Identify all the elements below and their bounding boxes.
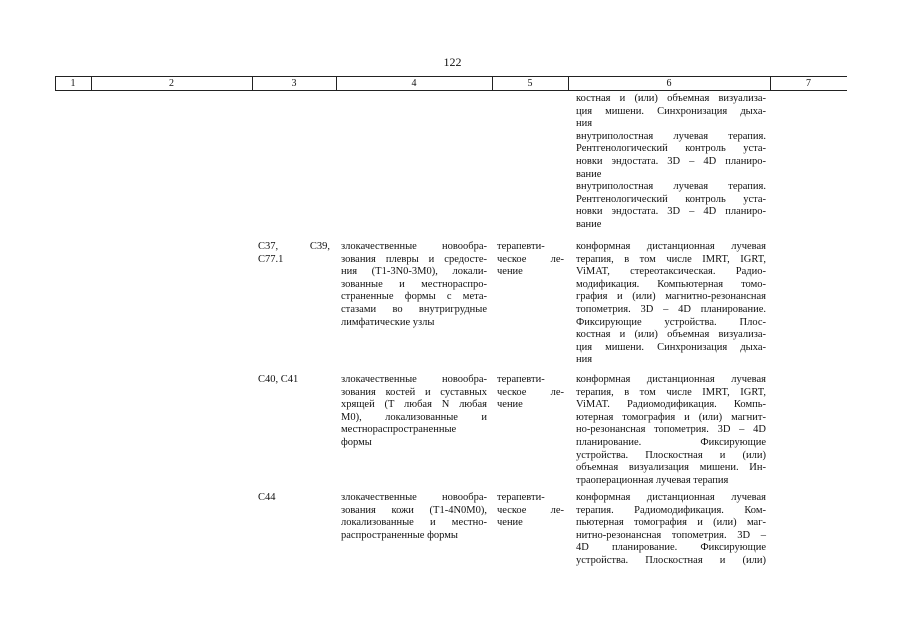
icd-code-cell: [258, 241, 330, 266]
column-header-5: 5: [527, 78, 533, 89]
text-line: злокачественные новообра-: [341, 492, 487, 503]
text-line: злокачественные новообра-: [341, 241, 487, 252]
text-line: ния: [576, 354, 593, 366]
text-line: ютерная томография и (или) магнит-: [576, 411, 766, 423]
text-line: терапия, в том числе IMRT, IGRT,: [576, 386, 766, 398]
text-line: костная и (или) объемная визуализа-: [576, 93, 766, 104]
text-line: терапевти-: [497, 374, 545, 385]
text-line: распространенные формы: [341, 529, 458, 541]
text-line: траоперационная лучевая терапия: [576, 474, 729, 486]
text-line: местнораспространенные: [341, 424, 457, 436]
text-line: вание: [576, 168, 602, 180]
text-line: стазами во внутригрудные: [341, 303, 487, 315]
treatment-type-cell: [497, 374, 564, 412]
text-line: ческое ле-: [497, 504, 564, 516]
text-line: конформная дистанционная лучевая: [576, 374, 766, 385]
text-line: конформная дистанционная лучевая: [576, 241, 766, 252]
header-top-rule: [55, 76, 847, 77]
icd-code-cell: [258, 374, 330, 387]
text-line: 4D планирование. Фиксирующие: [576, 542, 766, 554]
column-header-4: 4: [411, 78, 417, 89]
text-line: объемная визуализация мишени. Ин-: [576, 462, 766, 474]
text-line: конформная дистанционная лучевая: [576, 492, 766, 503]
text-line: модификация. Компьютерная томо-: [576, 278, 766, 290]
text-line: устройства. Плоскостная и (или): [576, 554, 766, 566]
text-line: C40, C41: [258, 374, 299, 385]
text-line: ния (T1-3N0-3M0), локали-: [341, 266, 487, 278]
text-line: зования кожи (T1-4N0M0),: [341, 504, 487, 516]
text-line: Рентгенологический контроль уста-: [576, 193, 766, 205]
text-line: локализованные и местно-: [341, 517, 487, 529]
text-line: формы: [341, 436, 372, 448]
text-line: терапия. Радиомодификация. Ком-: [576, 504, 766, 516]
text-line: терапия, в том числе IMRT, IGRT,: [576, 253, 766, 265]
treatment-type-cell: [497, 492, 564, 530]
text-line: ческое ле-: [497, 386, 564, 398]
text-line: чение: [497, 517, 523, 529]
page-number: 122: [443, 55, 462, 69]
text-line: костная и (или) объемная визуализа-: [576, 329, 766, 341]
text-line: хрящей (T любая N любая: [341, 399, 487, 411]
continuation-method-cell: [576, 93, 766, 232]
text-line: C77.1: [258, 253, 284, 265]
text-line: Фиксирующие устройства. Плос-: [576, 316, 766, 328]
text-line: лимфатические узлы: [341, 316, 435, 328]
text-line: M0), локализованные и: [341, 411, 487, 423]
text-line: зования плевры и средосте-: [341, 253, 487, 265]
text-line: внутриполостная лучевая терапия.: [576, 130, 766, 142]
text-line: C37, C39,: [258, 241, 330, 252]
text-line: C44: [258, 492, 276, 503]
text-line: злокачественные новообра-: [341, 374, 487, 385]
text-line: графия и (или) магнитно-резонансная: [576, 291, 766, 303]
method-cell: [576, 374, 766, 487]
column-header-6: 6: [666, 78, 672, 89]
text-line: страненные формы с мета-: [341, 291, 487, 303]
text-line: топометрия. 3D – 4D планирование.: [576, 303, 766, 315]
text-line: вание: [576, 218, 602, 230]
column-header-3: 3: [291, 78, 297, 89]
text-line: новки эндостата. 3D – 4D планиро-: [576, 155, 766, 167]
method-cell: [576, 241, 766, 367]
text-line: планирование. Фиксирующие: [576, 436, 766, 448]
text-line: ViMAT, стереотаксическая. Радио-: [576, 266, 766, 278]
column-header-7: 7: [806, 78, 811, 89]
text-line: пьютерная томография и (или) маг-: [576, 517, 766, 529]
text-line: ния: [576, 118, 593, 130]
text-line: чение: [497, 399, 523, 411]
text-line: ция мишени. Синхронизация дыха-: [576, 341, 766, 353]
header-bottom-rule: [55, 90, 847, 91]
diagnosis-cell: [341, 492, 487, 542]
text-line: устройства. Плоскостная и (или): [576, 449, 766, 461]
treatment-type-cell: [497, 241, 564, 279]
column-header-2: 2: [169, 78, 174, 89]
text-line: новки эндостата. 3D – 4D планиро-: [576, 206, 766, 218]
text-line: зования костей и суставных: [341, 386, 487, 398]
text-line: терапевти-: [497, 241, 545, 252]
text-line: ция мишени. Синхронизация дыха-: [576, 105, 766, 117]
text-line: чение: [497, 266, 523, 278]
text-line: внутриполостная лучевая терапия.: [576, 181, 766, 193]
text-line: нитно-резонансная топометрия. 3D –: [576, 529, 766, 541]
text-line: терапевти-: [497, 492, 545, 503]
text-line: Рентгенологический контроль уста-: [576, 143, 766, 155]
method-cell: [576, 492, 766, 568]
text-line: ViMAT. Радиомодификация. Компь-: [576, 399, 766, 411]
icd-code-cell: [258, 492, 330, 505]
diagnosis-cell: [341, 374, 487, 450]
column-header-1: 1: [70, 78, 76, 89]
diagnosis-cell: [341, 241, 487, 329]
text-line: но-резонансная топометрия. 3D – 4D: [576, 424, 766, 436]
text-line: ческое ле-: [497, 253, 564, 265]
text-line: зованные и местнораспро-: [341, 278, 487, 290]
